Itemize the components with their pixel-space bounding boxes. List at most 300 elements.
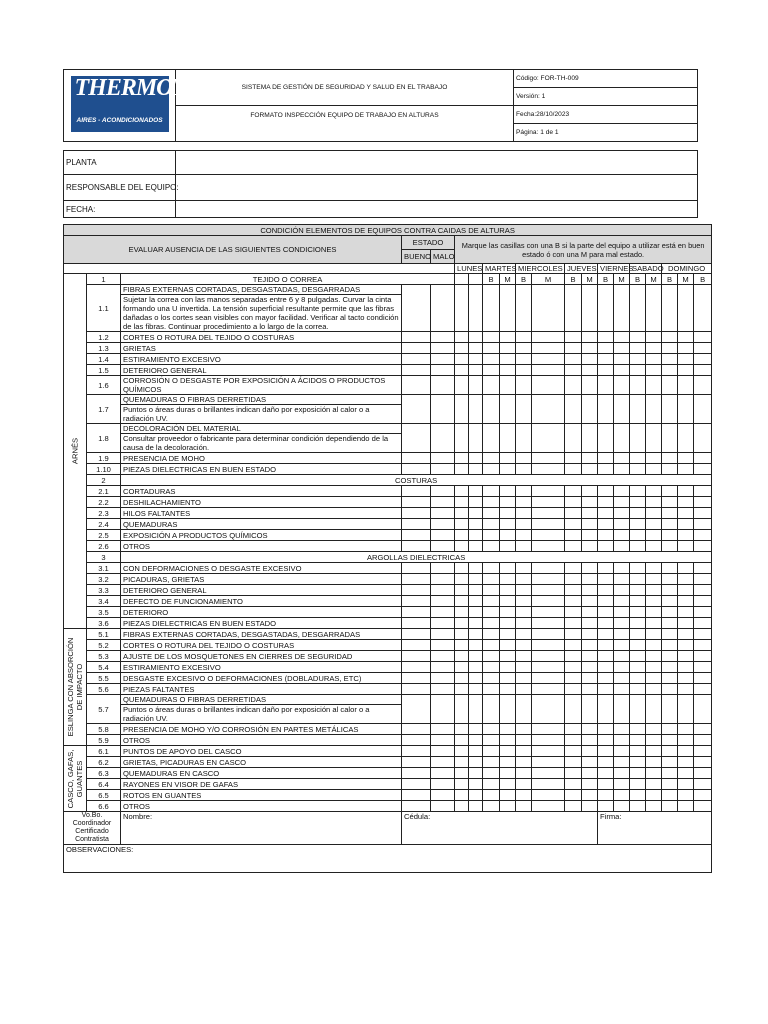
day-check-cell[interactable] bbox=[582, 735, 598, 746]
day-check-cell[interactable] bbox=[483, 746, 500, 757]
malo-cell[interactable] bbox=[469, 274, 483, 285]
day-check-cell[interactable] bbox=[678, 376, 694, 395]
day-check-cell[interactable] bbox=[646, 376, 662, 395]
day-check-cell[interactable] bbox=[614, 354, 630, 365]
day-check-cell[interactable] bbox=[678, 365, 694, 376]
bueno-cell[interactable] bbox=[402, 651, 431, 662]
bueno-cell[interactable] bbox=[402, 424, 431, 453]
day-check-cell[interactable] bbox=[694, 695, 712, 724]
day-check-cell[interactable] bbox=[598, 497, 614, 508]
day-check-cell[interactable] bbox=[582, 563, 598, 574]
day-check-cell[interactable] bbox=[662, 746, 678, 757]
day-check-cell[interactable] bbox=[694, 790, 712, 801]
day-check-cell[interactable] bbox=[532, 618, 565, 629]
day-check-cell[interactable] bbox=[565, 354, 582, 365]
day-check-cell[interactable] bbox=[516, 464, 532, 475]
day-check-cell[interactable] bbox=[469, 746, 483, 757]
day-check-cell[interactable] bbox=[455, 508, 469, 519]
day-check-cell[interactable] bbox=[455, 585, 469, 596]
day-check-cell[interactable] bbox=[455, 790, 469, 801]
day-check-cell[interactable] bbox=[565, 790, 582, 801]
day-check-cell[interactable] bbox=[483, 629, 500, 640]
bueno-cell[interactable] bbox=[402, 541, 431, 552]
day-check-cell[interactable] bbox=[582, 585, 598, 596]
day-check-cell[interactable] bbox=[678, 563, 694, 574]
day-check-cell[interactable] bbox=[694, 779, 712, 790]
day-check-cell[interactable] bbox=[614, 497, 630, 508]
day-check-cell[interactable] bbox=[582, 332, 598, 343]
bueno-cell[interactable] bbox=[402, 629, 431, 640]
day-check-cell[interactable] bbox=[694, 574, 712, 585]
day-check-cell[interactable] bbox=[455, 801, 469, 812]
day-check-cell[interactable] bbox=[630, 695, 646, 724]
day-check-cell[interactable] bbox=[662, 768, 678, 779]
day-check-cell[interactable] bbox=[455, 695, 469, 724]
day-check-cell[interactable] bbox=[500, 801, 516, 812]
day-check-cell[interactable] bbox=[483, 790, 500, 801]
day-check-cell[interactable] bbox=[646, 596, 662, 607]
day-check-cell[interactable] bbox=[582, 508, 598, 519]
day-check-cell[interactable] bbox=[516, 343, 532, 354]
day-check-cell[interactable] bbox=[646, 607, 662, 618]
day-check-cell[interactable] bbox=[598, 574, 614, 585]
day-check-cell[interactable] bbox=[500, 746, 516, 757]
day-check-cell[interactable] bbox=[469, 486, 483, 497]
day-check-cell[interactable] bbox=[598, 464, 614, 475]
day-check-cell[interactable] bbox=[483, 801, 500, 812]
day-check-cell[interactable] bbox=[532, 735, 565, 746]
day-check-cell[interactable] bbox=[582, 629, 598, 640]
day-check-cell[interactable] bbox=[483, 285, 500, 332]
day-check-cell[interactable] bbox=[662, 640, 678, 651]
day-check-cell[interactable] bbox=[469, 424, 483, 453]
malo-cell[interactable] bbox=[431, 354, 455, 365]
day-check-cell[interactable] bbox=[565, 563, 582, 574]
day-check-cell[interactable] bbox=[582, 574, 598, 585]
bueno-cell[interactable] bbox=[402, 376, 431, 395]
day-check-cell[interactable] bbox=[662, 365, 678, 376]
bueno-cell[interactable] bbox=[402, 585, 431, 596]
day-check-cell[interactable] bbox=[678, 541, 694, 552]
day-check-cell[interactable] bbox=[598, 640, 614, 651]
bueno-cell[interactable] bbox=[402, 779, 431, 790]
day-check-cell[interactable] bbox=[455, 684, 469, 695]
day-check-cell[interactable] bbox=[469, 607, 483, 618]
day-check-cell[interactable] bbox=[678, 629, 694, 640]
day-check-cell[interactable] bbox=[614, 768, 630, 779]
malo-cell[interactable] bbox=[431, 541, 455, 552]
day-check-cell[interactable] bbox=[565, 673, 582, 684]
day-check-cell[interactable] bbox=[646, 464, 662, 475]
day-check-cell[interactable] bbox=[500, 332, 516, 343]
day-check-cell[interactable] bbox=[516, 332, 532, 343]
day-check-cell[interactable] bbox=[483, 618, 500, 629]
day-check-cell[interactable] bbox=[614, 585, 630, 596]
day-check-cell[interactable] bbox=[614, 629, 630, 640]
day-check-cell[interactable] bbox=[469, 801, 483, 812]
day-check-cell[interactable] bbox=[646, 486, 662, 497]
bueno-cell[interactable] bbox=[402, 757, 431, 768]
day-check-cell[interactable] bbox=[598, 530, 614, 541]
day-check-cell[interactable] bbox=[565, 343, 582, 354]
day-check-cell[interactable] bbox=[678, 801, 694, 812]
day-check-cell[interactable] bbox=[516, 530, 532, 541]
day-check-cell[interactable] bbox=[598, 662, 614, 673]
day-check-cell[interactable] bbox=[565, 662, 582, 673]
day-check-cell[interactable] bbox=[500, 574, 516, 585]
day-check-cell[interactable] bbox=[678, 757, 694, 768]
day-check-cell[interactable] bbox=[630, 607, 646, 618]
day-check-cell[interactable] bbox=[455, 673, 469, 684]
day-check-cell[interactable] bbox=[646, 695, 662, 724]
day-check-cell[interactable] bbox=[630, 684, 646, 695]
day-check-cell[interactable] bbox=[582, 486, 598, 497]
day-check-cell[interactable] bbox=[614, 673, 630, 684]
day-check-cell[interactable] bbox=[469, 354, 483, 365]
bueno-cell[interactable] bbox=[402, 365, 431, 376]
day-check-cell[interactable] bbox=[598, 508, 614, 519]
day-check-cell[interactable] bbox=[630, 285, 646, 332]
day-check-cell[interactable] bbox=[630, 790, 646, 801]
day-check-cell[interactable] bbox=[614, 735, 630, 746]
day-check-cell[interactable] bbox=[694, 629, 712, 640]
day-check-cell[interactable] bbox=[532, 343, 565, 354]
day-check-cell[interactable] bbox=[483, 735, 500, 746]
day-check-cell[interactable] bbox=[565, 629, 582, 640]
day-check-cell[interactable] bbox=[630, 662, 646, 673]
day-check-cell[interactable] bbox=[694, 530, 712, 541]
nombre-field[interactable]: Nombre: bbox=[121, 812, 402, 845]
day-check-cell[interactable] bbox=[694, 354, 712, 365]
day-check-cell[interactable] bbox=[455, 541, 469, 552]
day-check-cell[interactable] bbox=[516, 285, 532, 332]
day-check-cell[interactable] bbox=[598, 724, 614, 735]
day-check-cell[interactable] bbox=[630, 574, 646, 585]
day-check-cell[interactable] bbox=[614, 801, 630, 812]
day-check-cell[interactable] bbox=[469, 563, 483, 574]
day-check-cell[interactable] bbox=[582, 695, 598, 724]
day-check-cell[interactable] bbox=[694, 486, 712, 497]
day-check-cell[interactable] bbox=[646, 768, 662, 779]
day-check-cell[interactable] bbox=[582, 365, 598, 376]
day-check-cell[interactable] bbox=[630, 508, 646, 519]
day-check-cell[interactable] bbox=[469, 651, 483, 662]
day-check-cell[interactable] bbox=[500, 464, 516, 475]
day-check-cell[interactable] bbox=[678, 768, 694, 779]
day-check-cell[interactable] bbox=[483, 724, 500, 735]
day-check-cell[interactable] bbox=[646, 640, 662, 651]
day-check-cell[interactable] bbox=[565, 801, 582, 812]
day-check-cell[interactable] bbox=[532, 801, 565, 812]
day-check-cell[interactable] bbox=[455, 746, 469, 757]
day-check-cell[interactable] bbox=[500, 343, 516, 354]
day-check-cell[interactable] bbox=[516, 596, 532, 607]
day-check-cell[interactable] bbox=[582, 343, 598, 354]
day-check-cell[interactable] bbox=[646, 757, 662, 768]
day-check-cell[interactable] bbox=[598, 768, 614, 779]
day-check-cell[interactable] bbox=[598, 519, 614, 530]
day-check-cell[interactable] bbox=[614, 662, 630, 673]
day-check-cell[interactable] bbox=[469, 541, 483, 552]
day-check-cell[interactable] bbox=[469, 684, 483, 695]
malo-cell[interactable] bbox=[431, 746, 455, 757]
bueno-cell[interactable] bbox=[402, 574, 431, 585]
day-check-cell[interactable] bbox=[614, 607, 630, 618]
day-check-cell[interactable] bbox=[516, 563, 532, 574]
bueno-cell[interactable] bbox=[402, 464, 431, 475]
day-check-cell[interactable] bbox=[662, 376, 678, 395]
day-check-cell[interactable] bbox=[469, 585, 483, 596]
day-check-cell[interactable] bbox=[630, 629, 646, 640]
malo-cell[interactable] bbox=[431, 508, 455, 519]
malo-cell[interactable] bbox=[431, 486, 455, 497]
day-check-cell[interactable] bbox=[694, 285, 712, 332]
day-check-cell[interactable] bbox=[469, 662, 483, 673]
day-check-cell[interactable] bbox=[455, 662, 469, 673]
malo-cell[interactable] bbox=[431, 285, 455, 332]
malo-cell[interactable] bbox=[431, 596, 455, 607]
day-check-cell[interactable] bbox=[694, 508, 712, 519]
day-check-cell[interactable] bbox=[565, 376, 582, 395]
day-check-cell[interactable] bbox=[455, 365, 469, 376]
day-check-cell[interactable] bbox=[565, 779, 582, 790]
observaciones-field[interactable]: OBSERVACIONES: bbox=[64, 845, 712, 873]
day-check-cell[interactable] bbox=[469, 508, 483, 519]
day-check-cell[interactable] bbox=[694, 651, 712, 662]
day-check-cell[interactable] bbox=[646, 332, 662, 343]
day-check-cell[interactable] bbox=[662, 790, 678, 801]
malo-cell[interactable] bbox=[431, 724, 455, 735]
day-check-cell[interactable] bbox=[662, 541, 678, 552]
day-check-cell[interactable] bbox=[662, 651, 678, 662]
plant-field[interactable] bbox=[176, 151, 698, 175]
day-check-cell[interactable] bbox=[630, 618, 646, 629]
day-check-cell[interactable] bbox=[516, 607, 532, 618]
day-check-cell[interactable] bbox=[500, 618, 516, 629]
day-check-cell[interactable] bbox=[455, 395, 469, 424]
day-check-cell[interactable] bbox=[582, 801, 598, 812]
day-check-cell[interactable] bbox=[483, 508, 500, 519]
day-check-cell[interactable] bbox=[565, 695, 582, 724]
malo-cell[interactable] bbox=[431, 684, 455, 695]
bueno-cell[interactable] bbox=[402, 746, 431, 757]
day-check-cell[interactable] bbox=[662, 424, 678, 453]
day-check-cell[interactable] bbox=[565, 735, 582, 746]
date-field[interactable] bbox=[176, 201, 698, 218]
day-check-cell[interactable] bbox=[516, 695, 532, 724]
day-check-cell[interactable] bbox=[630, 497, 646, 508]
day-check-cell[interactable] bbox=[646, 285, 662, 332]
day-check-cell[interactable] bbox=[678, 343, 694, 354]
day-check-cell[interactable] bbox=[646, 530, 662, 541]
malo-cell[interactable] bbox=[431, 530, 455, 541]
bueno-cell[interactable] bbox=[402, 563, 431, 574]
day-check-cell[interactable] bbox=[614, 541, 630, 552]
responsible-field[interactable] bbox=[176, 175, 698, 201]
malo-cell[interactable] bbox=[431, 607, 455, 618]
bueno-cell[interactable] bbox=[402, 354, 431, 365]
day-check-cell[interactable] bbox=[500, 651, 516, 662]
day-check-cell[interactable] bbox=[565, 541, 582, 552]
day-check-cell[interactable] bbox=[582, 519, 598, 530]
day-check-cell[interactable] bbox=[678, 519, 694, 530]
day-check-cell[interactable] bbox=[469, 497, 483, 508]
day-check-cell[interactable] bbox=[565, 724, 582, 735]
day-check-cell[interactable] bbox=[582, 354, 598, 365]
day-check-cell[interactable] bbox=[582, 746, 598, 757]
day-check-cell[interactable] bbox=[469, 695, 483, 724]
firma-field[interactable]: Firma: bbox=[598, 812, 712, 845]
day-check-cell[interactable] bbox=[630, 779, 646, 790]
day-check-cell[interactable] bbox=[483, 757, 500, 768]
day-check-cell[interactable] bbox=[532, 607, 565, 618]
malo-cell[interactable] bbox=[431, 673, 455, 684]
day-check-cell[interactable] bbox=[455, 607, 469, 618]
day-check-cell[interactable] bbox=[694, 607, 712, 618]
malo-cell[interactable] bbox=[431, 801, 455, 812]
day-check-cell[interactable] bbox=[532, 376, 565, 395]
day-check-cell[interactable] bbox=[455, 519, 469, 530]
day-check-cell[interactable] bbox=[469, 640, 483, 651]
day-check-cell[interactable] bbox=[469, 332, 483, 343]
day-check-cell[interactable] bbox=[565, 453, 582, 464]
day-check-cell[interactable] bbox=[630, 735, 646, 746]
day-check-cell[interactable] bbox=[662, 585, 678, 596]
day-check-cell[interactable] bbox=[694, 453, 712, 464]
day-check-cell[interactable] bbox=[516, 618, 532, 629]
day-check-cell[interactable] bbox=[630, 530, 646, 541]
malo-cell[interactable] bbox=[431, 563, 455, 574]
day-check-cell[interactable] bbox=[678, 497, 694, 508]
day-check-cell[interactable] bbox=[646, 618, 662, 629]
day-check-cell[interactable] bbox=[614, 596, 630, 607]
day-check-cell[interactable] bbox=[500, 530, 516, 541]
day-check-cell[interactable] bbox=[500, 376, 516, 395]
malo-cell[interactable] bbox=[431, 519, 455, 530]
day-check-cell[interactable] bbox=[565, 684, 582, 695]
day-check-cell[interactable] bbox=[455, 486, 469, 497]
bueno-cell[interactable] bbox=[402, 695, 431, 724]
day-check-cell[interactable] bbox=[516, 486, 532, 497]
day-check-cell[interactable] bbox=[469, 790, 483, 801]
day-check-cell[interactable] bbox=[500, 779, 516, 790]
day-check-cell[interactable] bbox=[455, 376, 469, 395]
day-check-cell[interactable] bbox=[630, 640, 646, 651]
day-check-cell[interactable] bbox=[532, 530, 565, 541]
day-check-cell[interactable] bbox=[500, 735, 516, 746]
day-check-cell[interactable] bbox=[500, 662, 516, 673]
day-check-cell[interactable] bbox=[483, 574, 500, 585]
malo-cell[interactable] bbox=[431, 585, 455, 596]
day-check-cell[interactable] bbox=[455, 724, 469, 735]
malo-cell[interactable] bbox=[431, 629, 455, 640]
day-check-cell[interactable] bbox=[565, 768, 582, 779]
day-check-cell[interactable] bbox=[678, 530, 694, 541]
day-check-cell[interactable] bbox=[532, 332, 565, 343]
day-check-cell[interactable] bbox=[662, 596, 678, 607]
bueno-cell[interactable] bbox=[402, 673, 431, 684]
day-check-cell[interactable] bbox=[662, 779, 678, 790]
day-check-cell[interactable] bbox=[662, 684, 678, 695]
day-check-cell[interactable] bbox=[469, 596, 483, 607]
day-check-cell[interactable] bbox=[565, 497, 582, 508]
day-check-cell[interactable] bbox=[455, 618, 469, 629]
day-check-cell[interactable] bbox=[582, 768, 598, 779]
day-check-cell[interactable] bbox=[565, 746, 582, 757]
malo-cell[interactable] bbox=[431, 757, 455, 768]
day-check-cell[interactable] bbox=[565, 486, 582, 497]
day-check-cell[interactable] bbox=[565, 596, 582, 607]
day-check-cell[interactable] bbox=[516, 724, 532, 735]
day-check-cell[interactable] bbox=[532, 464, 565, 475]
day-check-cell[interactable] bbox=[500, 673, 516, 684]
day-check-cell[interactable] bbox=[598, 332, 614, 343]
day-check-cell[interactable] bbox=[483, 640, 500, 651]
day-check-cell[interactable] bbox=[598, 585, 614, 596]
day-check-cell[interactable] bbox=[516, 651, 532, 662]
day-check-cell[interactable] bbox=[662, 395, 678, 424]
day-check-cell[interactable] bbox=[678, 508, 694, 519]
day-check-cell[interactable] bbox=[614, 779, 630, 790]
day-check-cell[interactable] bbox=[483, 607, 500, 618]
day-check-cell[interactable] bbox=[483, 530, 500, 541]
day-check-cell[interactable] bbox=[516, 640, 532, 651]
day-check-cell[interactable] bbox=[678, 354, 694, 365]
bueno-cell[interactable] bbox=[402, 768, 431, 779]
malo-cell[interactable] bbox=[431, 768, 455, 779]
malo-cell[interactable] bbox=[431, 395, 455, 424]
day-check-cell[interactable] bbox=[694, 596, 712, 607]
day-check-cell[interactable] bbox=[469, 735, 483, 746]
day-check-cell[interactable] bbox=[455, 574, 469, 585]
day-check-cell[interactable] bbox=[582, 376, 598, 395]
day-check-cell[interactable] bbox=[614, 618, 630, 629]
day-check-cell[interactable] bbox=[532, 779, 565, 790]
day-check-cell[interactable] bbox=[646, 662, 662, 673]
day-check-cell[interactable] bbox=[630, 486, 646, 497]
day-check-cell[interactable] bbox=[630, 519, 646, 530]
day-check-cell[interactable] bbox=[483, 768, 500, 779]
day-check-cell[interactable] bbox=[500, 354, 516, 365]
day-check-cell[interactable] bbox=[662, 735, 678, 746]
day-check-cell[interactable] bbox=[516, 801, 532, 812]
day-check-cell[interactable] bbox=[694, 618, 712, 629]
day-check-cell[interactable] bbox=[565, 464, 582, 475]
day-check-cell[interactable] bbox=[483, 486, 500, 497]
day-check-cell[interactable] bbox=[483, 424, 500, 453]
day-check-cell[interactable] bbox=[565, 574, 582, 585]
day-check-cell[interactable] bbox=[500, 395, 516, 424]
day-check-cell[interactable] bbox=[500, 640, 516, 651]
day-check-cell[interactable] bbox=[662, 332, 678, 343]
bueno-cell[interactable] bbox=[402, 790, 431, 801]
day-check-cell[interactable] bbox=[598, 684, 614, 695]
day-check-cell[interactable] bbox=[630, 332, 646, 343]
day-check-cell[interactable] bbox=[500, 585, 516, 596]
day-check-cell[interactable] bbox=[500, 768, 516, 779]
day-check-cell[interactable] bbox=[662, 574, 678, 585]
day-check-cell[interactable] bbox=[483, 596, 500, 607]
day-check-cell[interactable] bbox=[646, 735, 662, 746]
day-check-cell[interactable] bbox=[598, 596, 614, 607]
day-check-cell[interactable] bbox=[455, 332, 469, 343]
malo-cell[interactable] bbox=[431, 376, 455, 395]
cedula-field[interactable]: Cédula: bbox=[402, 812, 598, 845]
day-check-cell[interactable] bbox=[565, 607, 582, 618]
day-check-cell[interactable] bbox=[582, 464, 598, 475]
day-check-cell[interactable] bbox=[500, 365, 516, 376]
day-check-cell[interactable] bbox=[614, 724, 630, 735]
